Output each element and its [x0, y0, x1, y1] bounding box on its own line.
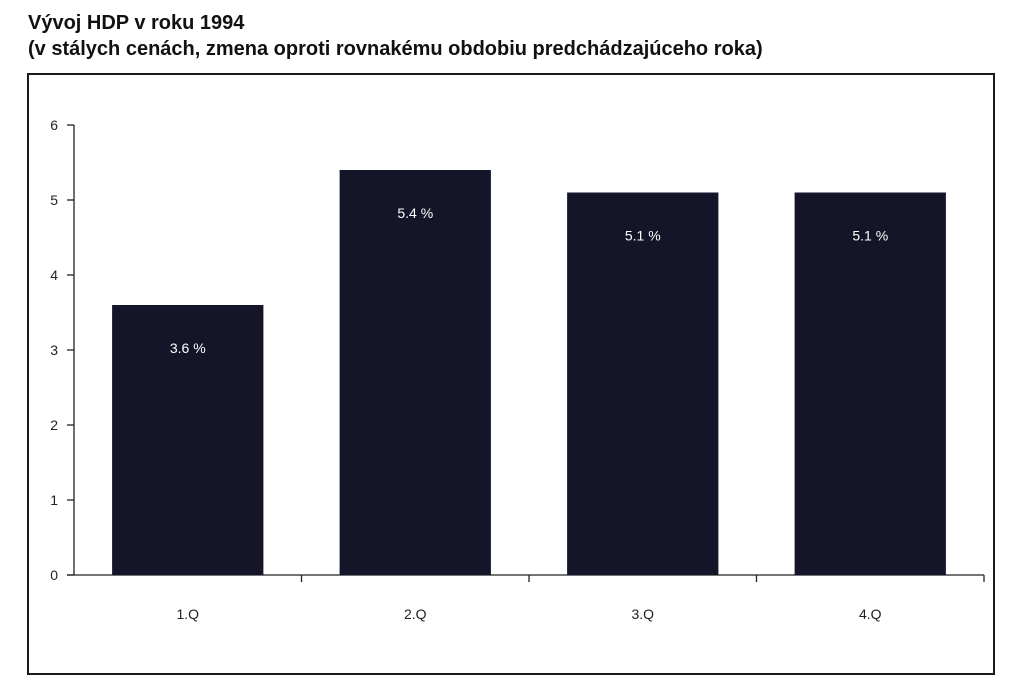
x-tick-label: 3.Q	[631, 606, 655, 622]
y-tick-label: 6	[50, 117, 58, 133]
bar-3	[567, 193, 718, 576]
data-label: 5.1 %	[624, 227, 661, 244]
data-labels	[170, 205, 888, 356]
y-axis	[50, 117, 74, 583]
y-tick-label: 0	[50, 567, 58, 583]
chart-title: Vývoj HDP v roku 1994	[28, 12, 245, 34]
x-axis	[67, 575, 984, 622]
chart-subtitle: (v stálych cenách, zmena oproti rovnakému obdobiu predchádzajúceho roka)	[28, 38, 763, 60]
x-tick-label: 1.Q	[176, 606, 200, 622]
bar-2	[340, 170, 491, 575]
x-tick-label: 4.Q	[858, 606, 882, 622]
bars	[112, 170, 946, 575]
y-tick-label: 3	[50, 342, 58, 358]
x-tick-label: 2.Q	[403, 606, 427, 622]
data-label: 3.6 %	[169, 340, 206, 356]
bar-4	[795, 193, 946, 576]
y-tick-label: 4	[50, 267, 58, 283]
data-label: 5.1 %	[852, 227, 889, 244]
y-tick-label: 2	[50, 417, 58, 433]
y-tick-label: 1	[50, 492, 58, 508]
data-label: 5.4 %	[397, 205, 434, 221]
y-tick-label: 5	[50, 192, 58, 208]
